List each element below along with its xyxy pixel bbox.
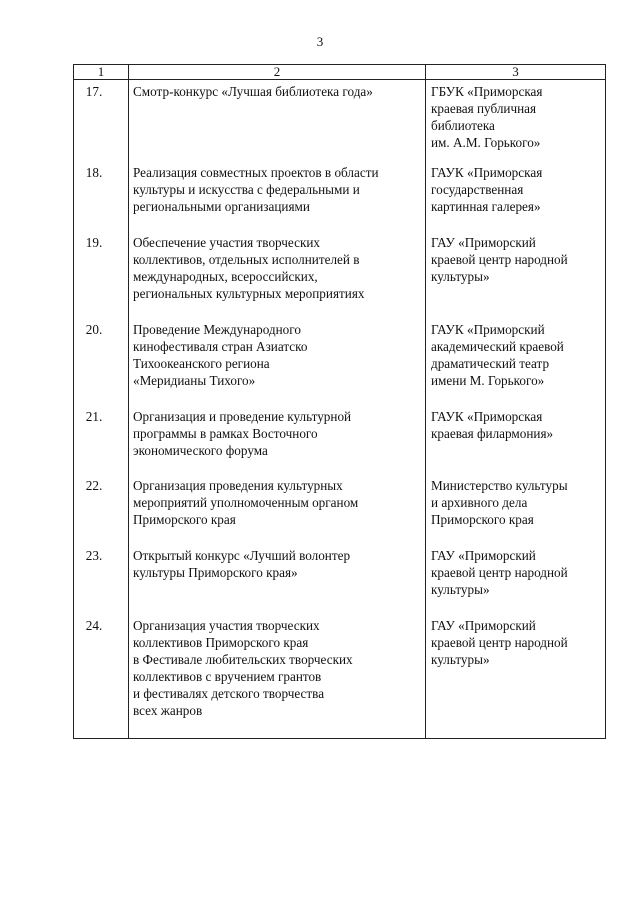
event-cell [129, 474, 426, 544]
row-number: 21. [85, 408, 103, 424]
table-row [74, 231, 606, 318]
header-col-organizer: 3 [426, 65, 606, 80]
row-number: 17. [85, 84, 103, 99]
organizer-text-line: картинная галерея» [431, 198, 541, 214]
table-row [74, 161, 606, 231]
event-text-line: и фестивалях детского творчества [133, 685, 325, 701]
event-text-line: Смотр-конкурс «Лучшая библиотека года» [133, 84, 373, 99]
organizer-cell [426, 161, 606, 231]
organizer-cell [426, 405, 606, 474]
row-number-cell [74, 231, 129, 318]
event-text-line: экономического форума [133, 442, 268, 458]
organizer-text-line: краевой центр народной [431, 251, 568, 267]
organizer-cell [426, 318, 606, 405]
row-number-cell [74, 405, 129, 474]
table-body [74, 80, 606, 739]
organizer-text-line: краевой центр народной [431, 634, 568, 650]
event-text-line: Обеспечение участия творческих [133, 234, 321, 250]
event-text-line: всех жанров [133, 702, 203, 718]
event-text-line: региональными организациями [133, 198, 310, 214]
event-text-line: коллективов Приморского края [133, 634, 309, 650]
event-text-line: кинофестиваля стран Азиатско [133, 338, 308, 354]
table-header-row [74, 65, 606, 80]
event-text-line: Организация проведения культурных [133, 477, 343, 493]
row-number-cell [74, 474, 129, 544]
event-cell [129, 544, 426, 614]
page-number: 3 [316, 34, 324, 49]
row-number-cell [74, 614, 129, 739]
event-cell [129, 405, 426, 474]
organizer-text-line: краевой центр народной [431, 564, 568, 580]
table-row [74, 80, 606, 161]
table-row [74, 474, 606, 544]
event-text-line: культуры Приморского края» [133, 564, 298, 580]
row-number-cell [74, 318, 129, 405]
organizer-text-line: драматический театр [431, 355, 550, 371]
row-number-cell [74, 544, 129, 614]
organizer-text-line: ГАУК «Приморская [431, 408, 543, 424]
event-text-line: «Меридианы Тихого» [133, 372, 256, 388]
table-row [74, 614, 606, 739]
organizer-text-line: ГБУК «Приморская [431, 84, 543, 99]
row-number-cell [74, 80, 129, 161]
events-table [73, 64, 606, 739]
table-row [74, 405, 606, 474]
organizer-text-line: и архивного дела [431, 494, 528, 510]
organizer-text-line: ГАУК «Приморская [431, 164, 543, 180]
organizer-text-line: ГАУ «Приморский [431, 547, 536, 563]
event-cell [129, 161, 426, 231]
row-number: 22. [85, 477, 103, 493]
organizer-text-line: краевая филармония» [431, 425, 554, 441]
event-text-line: Организация участия творческих [133, 617, 320, 633]
event-text-line: международных, всероссийских, [133, 268, 318, 284]
event-cell [129, 318, 426, 405]
event-cell [129, 614, 426, 739]
organizer-cell [426, 544, 606, 614]
organizer-text-line: Министерство культуры [431, 477, 568, 493]
event-text-line: региональных культурных мероприятиях [133, 285, 365, 301]
organizer-text-line: краевая публичная [431, 101, 537, 116]
event-text-line: Тихоокеанского региона [133, 355, 270, 371]
organizer-text-line: ГАУК «Приморский [431, 321, 545, 337]
row-number: 23. [85, 547, 103, 563]
event-text-line: программы в рамках Восточного [133, 425, 318, 441]
header-col-event: 2 [129, 65, 426, 80]
organizer-cell [426, 474, 606, 544]
event-text-line: коллективов с вручением грантов [133, 668, 322, 684]
organizer-text-line: имени М. Горького» [431, 372, 545, 388]
table-row [74, 544, 606, 614]
event-text-line: Открытый конкурс «Лучший волонтер [133, 547, 351, 563]
organizer-text-line: ГАУ «Приморский [431, 234, 536, 250]
organizer-text-line: Приморского края [431, 511, 534, 527]
event-text-line: в Фестивале любительских творческих [133, 651, 353, 667]
row-number: 20. [85, 321, 103, 337]
organizer-cell [426, 614, 606, 739]
event-text-line: Приморского края [133, 511, 236, 527]
event-text-line: мероприятий уполномоченным органом [133, 494, 359, 510]
row-number: 19. [85, 234, 103, 250]
organizer-text-line: государственная [431, 181, 524, 197]
organizer-text-line: академический краевой [431, 338, 564, 354]
event-text-line: Организация и проведение культурной [133, 408, 352, 424]
event-text-line: Реализация совместных проектов в области [133, 164, 379, 180]
organizer-cell [426, 231, 606, 318]
event-cell [129, 231, 426, 318]
row-number: 24. [85, 617, 103, 633]
header-col-number: 1 [74, 65, 129, 80]
organizer-text-line: библиотека [431, 118, 495, 133]
event-cell [129, 80, 426, 161]
organizer-text-line: культуры» [431, 651, 490, 667]
table-row [74, 318, 606, 405]
organizer-cell [426, 80, 606, 161]
row-number-cell [74, 161, 129, 231]
organizer-text-line: ГАУ «Приморский [431, 617, 536, 633]
event-text-line: культуры и искусства с федеральными и [133, 181, 360, 197]
organizer-text-line: культуры» [431, 268, 490, 284]
organizer-text-line: им. А.М. Горького» [431, 135, 541, 150]
row-number: 18. [85, 164, 103, 180]
event-text-line: коллективов, отдельных исполнителей в [133, 251, 360, 267]
organizer-text-line: культуры» [431, 581, 490, 597]
event-text-line: Проведение Международного [133, 321, 301, 337]
